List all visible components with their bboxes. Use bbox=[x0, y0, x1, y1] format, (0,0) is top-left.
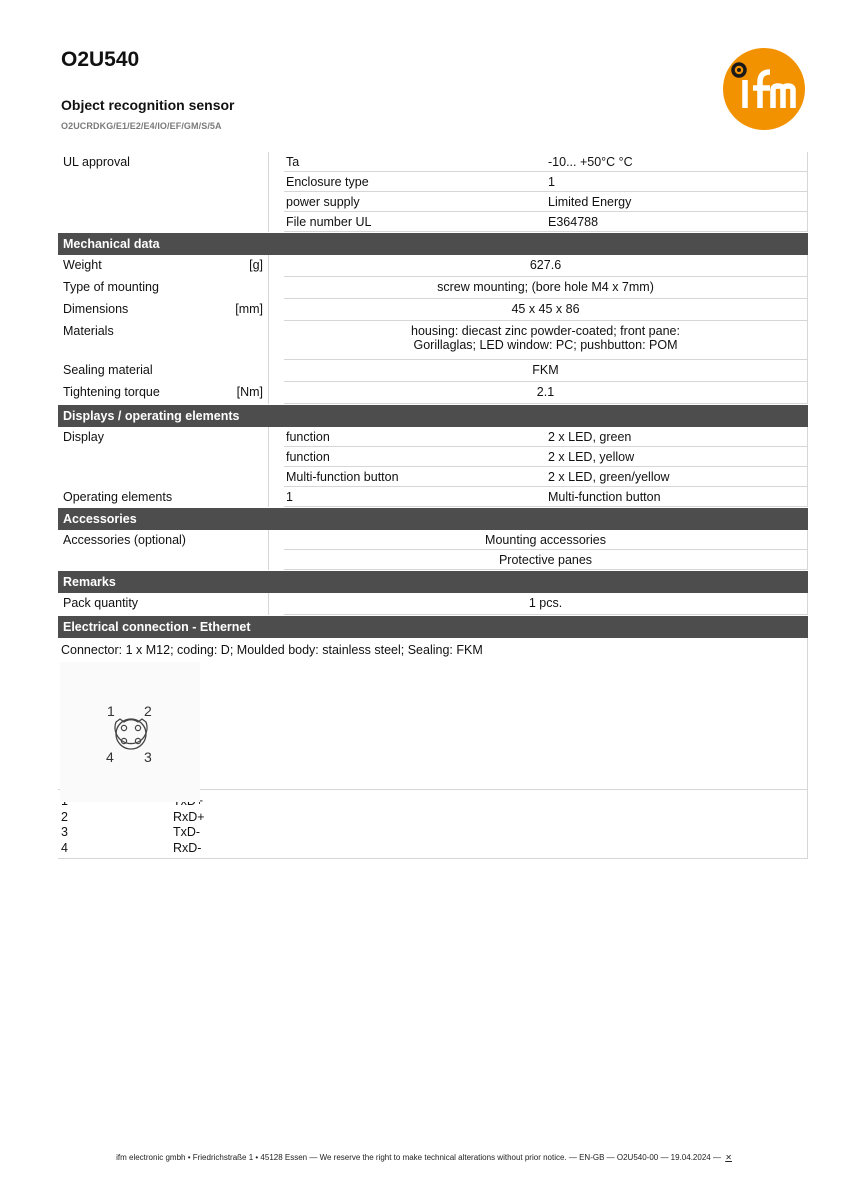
pin-hole bbox=[135, 725, 140, 730]
operating-key: 1 bbox=[284, 487, 546, 507]
section-heading-mechanical: Mechanical data bbox=[58, 233, 808, 255]
display-row bbox=[284, 447, 808, 467]
pin-row: 1 TxD+ bbox=[61, 794, 204, 808]
datasheet-table bbox=[58, 152, 808, 859]
accessory-item: Mounting accessories bbox=[284, 530, 808, 550]
display-value: 2 x LED, green bbox=[546, 427, 808, 447]
display-row bbox=[284, 467, 808, 487]
sealing-row bbox=[58, 360, 808, 382]
pack-quantity-label: Pack quantity bbox=[63, 596, 139, 610]
ul-key: power supply bbox=[284, 192, 546, 212]
section-heading-accessories: Accessories bbox=[58, 508, 808, 530]
operating-value: Multi-function button bbox=[546, 487, 808, 507]
operating-row bbox=[58, 487, 808, 507]
accessories-group bbox=[58, 530, 808, 570]
dimensions-unit: [mm] bbox=[235, 302, 263, 316]
ul-value: E364788 bbox=[546, 212, 808, 232]
article-code: O2UCRDKG/E1/E2/E4/IO/EF/GM/S/5A bbox=[61, 121, 222, 131]
torque-value: 2.1 bbox=[284, 382, 808, 404]
accessories-label: Accessories (optional) bbox=[63, 533, 186, 547]
torque-row bbox=[58, 382, 808, 404]
pin-row: 4 RxD- bbox=[61, 840, 202, 855]
ifm-logo bbox=[723, 48, 805, 130]
torque-unit: [Nm] bbox=[236, 385, 263, 399]
page-title: O2U540 bbox=[61, 48, 140, 71]
footer-text: ifm electronic gmbh • Friedrichstraße 1 • 45128 Essen — We reserve the right to make technical alterations without prior notice. — EN-GB — O2U540-00 — 19.04.2024 — bbox=[116, 1153, 721, 1162]
materials-label: Materials bbox=[63, 324, 114, 338]
section-heading-displays: Displays / operating elements bbox=[58, 405, 808, 427]
display-row bbox=[284, 427, 808, 447]
ul-value: -10... +50°C °C bbox=[546, 152, 808, 172]
ul-key: File number UL bbox=[284, 212, 546, 232]
section-heading-electrical: Electrical connection - Ethernet bbox=[58, 616, 808, 638]
sealing-label: Sealing material bbox=[63, 363, 153, 377]
ul-key: Enclosure type bbox=[284, 172, 546, 192]
pin-label-3: 3 bbox=[144, 749, 152, 765]
footer-symbol-icon: ✕ bbox=[725, 1153, 732, 1162]
pin-row: 3 TxD- bbox=[61, 825, 201, 839]
pin-label-1: 1 bbox=[107, 703, 115, 719]
mounting-label: Type of mounting bbox=[63, 280, 159, 294]
ul-approval-group bbox=[58, 152, 808, 232]
pack-quantity-row bbox=[58, 593, 808, 615]
mounting-value: screw mounting; (bore hole M4 x 7mm) bbox=[284, 277, 808, 299]
display-label: Display bbox=[63, 430, 104, 444]
materials-value: housing: diecast zinc powder-coated; front pane: Gorillaglas; LED window: PC; pushbutton: POM bbox=[284, 321, 808, 360]
ul-row bbox=[284, 172, 808, 192]
weight-value: 627.6 bbox=[284, 255, 808, 277]
dimensions-value: 45 x 45 x 86 bbox=[284, 299, 808, 321]
ul-value: 1 bbox=[546, 172, 808, 192]
ul-row bbox=[284, 152, 808, 172]
m12-connector-pinout-diagram bbox=[60, 662, 200, 802]
pin-row: 2 RxD+ bbox=[61, 809, 205, 824]
pin-hole bbox=[121, 725, 126, 730]
pin-label-2: 2 bbox=[144, 703, 152, 719]
ul-approval-label: UL approval bbox=[58, 152, 269, 232]
weight-unit: [g] bbox=[249, 258, 263, 272]
sealing-value: FKM bbox=[284, 360, 808, 382]
dimensions-row bbox=[58, 299, 808, 321]
display-value: 2 x LED, green/yellow bbox=[546, 467, 808, 487]
torque-label: Tightening torque bbox=[63, 385, 160, 399]
display-key: function bbox=[284, 447, 546, 467]
operating-label: Operating elements bbox=[63, 490, 173, 504]
mounting-row bbox=[58, 277, 808, 299]
weight-label: Weight bbox=[63, 258, 102, 272]
connector-outline bbox=[115, 719, 147, 744]
connector-box bbox=[58, 638, 808, 790]
display-group bbox=[58, 427, 808, 487]
weight-row bbox=[58, 255, 808, 277]
ul-row bbox=[284, 212, 808, 232]
page-footer bbox=[0, 1153, 848, 1162]
accessory-item: Protective panes bbox=[284, 550, 808, 570]
display-key: Multi-function button bbox=[284, 467, 546, 487]
ul-row bbox=[284, 192, 808, 212]
dimensions-label: Dimensions bbox=[63, 302, 129, 316]
display-value: 2 x LED, yellow bbox=[546, 447, 808, 467]
section-heading-remarks: Remarks bbox=[58, 571, 808, 593]
ul-key: Ta bbox=[284, 152, 546, 172]
pack-quantity-value: 1 pcs. bbox=[284, 593, 808, 615]
ul-value: Limited Energy bbox=[546, 192, 808, 212]
product-subtitle: Object recognition sensor bbox=[61, 97, 235, 113]
display-key: function bbox=[284, 427, 546, 447]
pin-label-4: 4 bbox=[106, 749, 114, 765]
materials-row bbox=[58, 321, 808, 360]
connector-description: Connector: 1 x M12; coding: D; Moulded body: stainless steel; Sealing: FKM bbox=[61, 643, 483, 657]
